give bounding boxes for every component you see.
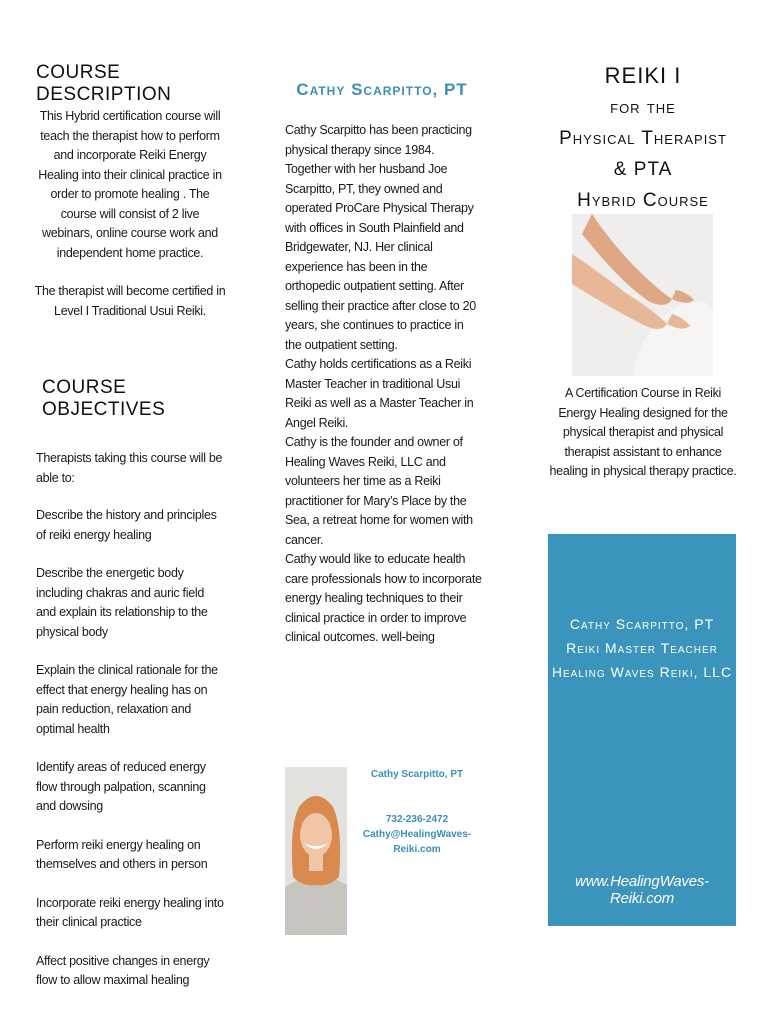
objective-item: Describe the history and principles of reiki energy healing [36, 508, 217, 542]
title-pta: & PTA [613, 159, 673, 180]
course-description-paragraph: This Hybrid certification course will teach the therapist how to perform and incorporate Reiki Energy Healing into their clinical practice in order to promote healing . The course will consist of 2 live webinars, online course work and independent home practice. [38, 109, 222, 260]
title-reiki: REIKI I [604, 63, 682, 88]
objective-item: Perform reiki energy healing on themselves and others in person [36, 837, 208, 871]
reiki-hands-photo [572, 214, 713, 376]
contact-panel [548, 534, 736, 926]
contact-phone[interactable]: 732-236-2472 [385, 814, 449, 825]
bio-paragraph: Cathy is the founder and owner of Healing Waves Reiki, LLC and volunteers her time as a Reiki practitioner for Mary’s Place by the Sea, a retreat home for women with cancer. [285, 435, 473, 547]
objectives-intro: Therapists taking this course will be able to: [36, 451, 223, 485]
contact-name: Cathy Scarpitto, PT [370, 769, 464, 780]
bio-paragraph: Cathy Scarpitto has been practicing physical therapy since 1984. Together with her husband Joe Scarpitto, PT, they owned and operated ProCare Physical Therapy with offices in South Plainfield and Bridgewater, NJ. Her clinical experience has been in the orthopedic outpatient setting. After selling their practice after close to 20 years, she continues to practice in the outpatient setting. [285, 123, 476, 352]
bio-text [285, 121, 483, 648]
contact-email[interactable]: Cathy@HealingWaves-Reiki.com [362, 829, 472, 855]
bio-paragraph: Cathy holds certifications as a Reiki Master Teacher in traditional Usui Reiki as well as a Master Teacher in Angel Reiki. [285, 357, 474, 430]
certification-description: A Certification Course in Reiki Energy Healing designed for the physical therapist and physical therapist assistant to enhance healing in physical therapy practice. [549, 386, 737, 478]
panel-company: Healing Waves Reiki, LLC [551, 664, 733, 680]
portrait-illustration [285, 767, 347, 935]
title-for-the: for the [610, 97, 676, 118]
course-objectives-heading: COURSE OBJECTIVES [42, 377, 166, 420]
panel-name: Cathy Scarpitto, PT [569, 616, 715, 632]
brochure-title [548, 60, 738, 216]
website-link[interactable]: www.HealingWaves-Reiki.com [575, 873, 709, 907]
contact-block [362, 767, 472, 857]
objective-item: Incorporate reiki energy healing into their clinical practice [36, 895, 224, 929]
course-description [34, 107, 226, 340]
hands-illustration [572, 214, 713, 376]
panel-credentials [548, 612, 736, 684]
objective-item: Affect positive changes in energy flow to allow maximal healing [36, 953, 210, 987]
bio-paragraph: Cathy would like to educate health care professionals how to incorporate energy healing techniques to their clinical practice in order to improve clinical outcomes. well-being [285, 552, 482, 644]
course-certification-paragraph: The therapist will become certified in Level I Traditional Usui Reiki. [34, 284, 226, 318]
panel-title: Reiki Master Teacher [566, 640, 718, 656]
title-physical-therapist: Physical Therapist [559, 128, 727, 149]
title-hybrid-course: Hybrid Course [577, 190, 709, 211]
cathy-portrait-photo [285, 767, 347, 935]
objective-item: Explain the clinical rationale for the effect that energy healing has on pain reduction, relaxation and optimal health [36, 663, 218, 736]
course-description-heading: COURSE DESCRIPTION [36, 62, 172, 105]
objectives-list [36, 506, 226, 1010]
objective-item: Identify areas of reduced energy flow through palpation, scanning and dowsing [36, 760, 206, 813]
objective-item: Describe the energetic body including chakras and auric field and explain its relationship to the physical body [36, 566, 208, 639]
bio-title: Cathy Scarpitto, PT [296, 80, 468, 99]
